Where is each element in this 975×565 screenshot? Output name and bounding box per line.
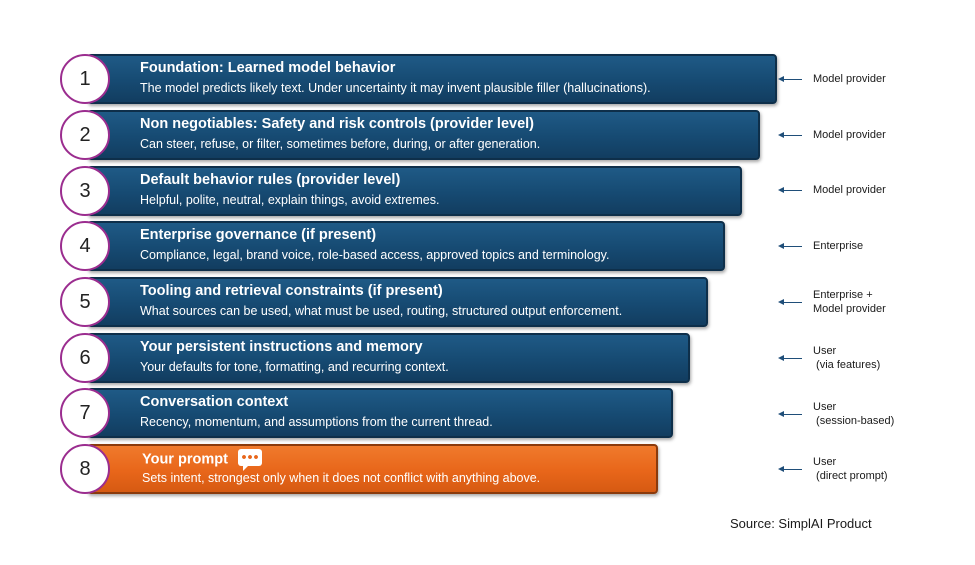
layer-8 bbox=[60, 444, 658, 494]
arrow-left-icon bbox=[778, 462, 802, 476]
arrow-left-icon bbox=[778, 128, 802, 142]
layer-description: Recency, momentum, and assumptions from the current thread. bbox=[140, 415, 493, 429]
layer-description: The model predicts likely text. Under uncertainty it may invent plausible filler (hallucinations). bbox=[140, 81, 651, 95]
layer-title: Foundation: Learned model behavior bbox=[140, 60, 396, 76]
arrow-left-icon bbox=[778, 351, 802, 365]
arrow-left-icon bbox=[778, 239, 802, 253]
layer-number-circle: 7 bbox=[60, 388, 110, 438]
layer-title: Conversation context bbox=[140, 394, 289, 410]
layer-description: Compliance, legal, brand voice, role-based access, approved topics and terminology. bbox=[140, 248, 610, 262]
arrow-left-icon bbox=[778, 183, 802, 197]
layer-2 bbox=[60, 110, 760, 160]
arrow-left-icon bbox=[778, 407, 802, 421]
layer-7 bbox=[60, 388, 673, 438]
layer-description: What sources can be used, what must be used, routing, structured output enforcement. bbox=[140, 304, 623, 318]
layer-number-circle: 8 bbox=[60, 444, 110, 494]
chat-bubble-icon bbox=[238, 449, 262, 466]
arrow-left-icon bbox=[778, 72, 802, 86]
layer-number-circle: 4 bbox=[60, 221, 110, 271]
layer-description: Can steer, refuse, or filter, sometimes before, during, or after generation. bbox=[140, 137, 541, 151]
layer-3 bbox=[60, 166, 742, 216]
layer-title: Your persistent instructions and memory bbox=[140, 339, 423, 355]
layer-5 bbox=[60, 277, 708, 327]
layer-description: Your defaults for tone, formatting, and recurring context. bbox=[140, 360, 449, 374]
layer-description: Sets intent, strongest only when it does not conflict with anything above. bbox=[142, 471, 541, 485]
source-caption: Source: SimplAI Product bbox=[730, 516, 872, 531]
layer-title: Non negotiables: Safety and risk controls (provider level) bbox=[140, 116, 535, 132]
layer-title-wrap bbox=[142, 451, 262, 468]
layer-number-circle: 5 bbox=[60, 277, 110, 327]
layer-title: Your prompt bbox=[142, 451, 228, 468]
layer-title: Default behavior rules (provider level) bbox=[140, 172, 401, 188]
layer-6 bbox=[60, 333, 690, 383]
layer-number-circle: 6 bbox=[60, 333, 110, 383]
layer-number-circle: 2 bbox=[60, 110, 110, 160]
layer-title: Tooling and retrieval constraints (if present) bbox=[140, 283, 443, 299]
layer-number-circle: 3 bbox=[60, 166, 110, 216]
layer-number-circle: 1 bbox=[60, 54, 110, 104]
layer-description: Helpful, polite, neutral, explain things, avoid extremes. bbox=[140, 193, 440, 207]
layer-title: Enterprise governance (if present) bbox=[140, 227, 377, 243]
layer-4 bbox=[60, 221, 725, 271]
arrow-left-icon bbox=[778, 295, 802, 309]
layer-1 bbox=[60, 54, 777, 104]
